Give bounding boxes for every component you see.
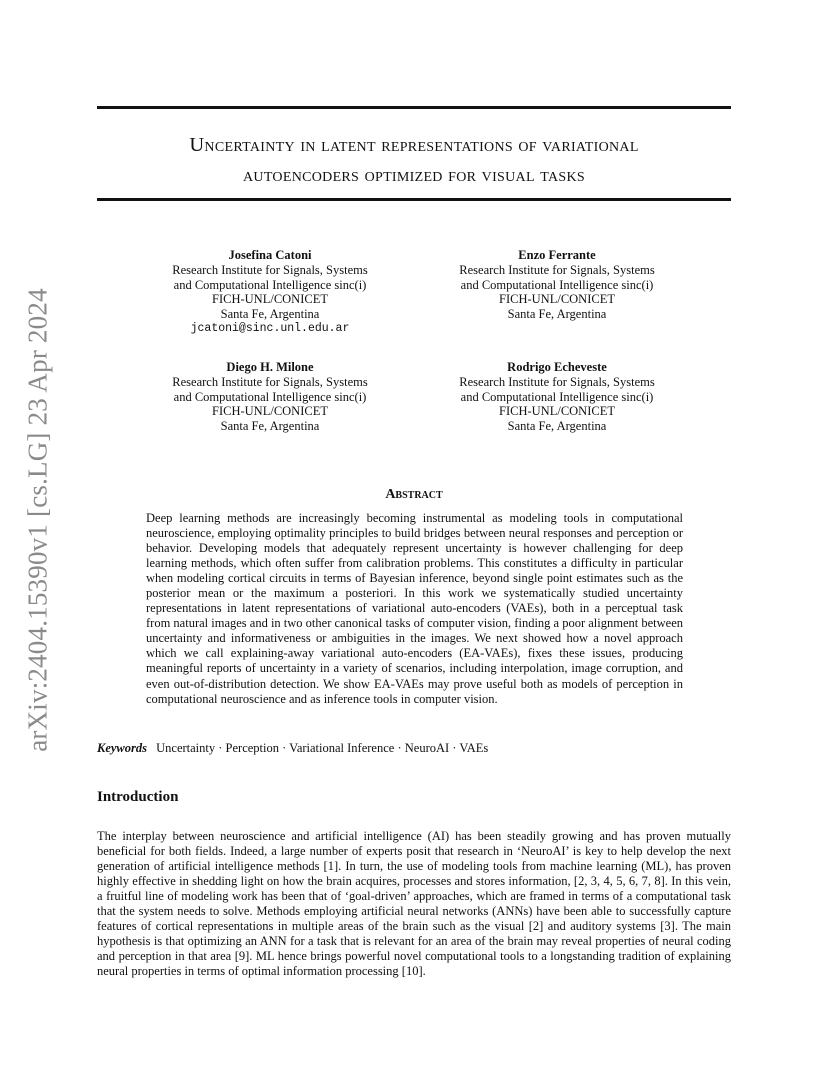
- author-affiliation-line: Santa Fe, Argentina: [220, 419, 320, 434]
- author-name: Diego H. Milone: [226, 360, 314, 374]
- author-affiliation-line: FICH-UNL/CONICET: [212, 292, 328, 307]
- author-affiliation-line: Research Institute for Signals, Systems: [459, 374, 655, 389]
- introduction-paragraph: The interplay between neuroscience and artificial intelligence (AI) has been steadily growing and has proven mutually beneficial for both fields. Indeed, a large number of experts posit that research in ‘NeuroAI’ is key to help develop the next generation of artificial intelligence methods [1]. In turn, the use of modeling tools from machine learning (ML), has proven highly effective in shedding light on how the brain acquires, processes and stores information, [2, 3, 4, 5, 6, 7, 8]. In this vein, a fruitful line of modeling work has been that of ‘goal-driven’ approaches, which are framed in terms of a computational task that the system needs to solve. Methods employing artificial neural networks (ANNs) have been able to successfully capture features of cortical representations in multiple areas of the brain such as the visual [2] and auditory systems [3]. The main hypothesis is that optimizing an ANN for a task that is relevant for an area of the brain may reveal properties of neural coding and perception in that area [9]. ML hence brings powerful novel computational tools to a longstanding tradition of explaining neural properties in terms of optimal information processing [10].: [97, 829, 731, 979]
- author-affiliation-line: Santa Fe, Argentina: [507, 307, 607, 322]
- author-affiliation-line: and Computational Intelligence sinc(i): [460, 277, 654, 292]
- keywords-list: Uncertainty · Perception · Variational Inference · NeuroAI · VAEs: [156, 741, 489, 755]
- title-line-1: Uncertainty in latent representations of variational: [189, 134, 639, 156]
- author-block-4: [427, 360, 687, 434]
- author-affiliation-line: FICH-UNL/CONICET: [499, 404, 615, 419]
- title-rule-top: [97, 106, 731, 109]
- author-block-2: [427, 248, 687, 322]
- abstract-heading: Abstract: [385, 487, 443, 502]
- author-affiliation-line: and Computational Intelligence sinc(i): [460, 389, 654, 404]
- author-email[interactable]: jcatoni@sinc.unl.edu.ar: [190, 321, 350, 335]
- author-affiliation-line: FICH-UNL/CONICET: [499, 292, 615, 307]
- author-affiliation-line: Santa Fe, Argentina: [507, 419, 607, 434]
- author-name: Rodrigo Echeveste: [507, 360, 607, 374]
- author-block-3: [140, 360, 400, 434]
- keywords-label: Keywords: [97, 741, 147, 755]
- title-line-2: autoencoders optimized for visual tasks: [243, 164, 585, 186]
- arxiv-side-stamp: arXiv:2404.15390v1 [cs.LG] 23 Apr 2024: [22, 288, 53, 752]
- author-affiliation-line: Santa Fe, Argentina: [220, 307, 320, 322]
- author-affiliation-line: FICH-UNL/CONICET: [212, 404, 328, 419]
- section-heading-introduction: Introduction: [97, 789, 179, 805]
- author-affiliation-line: Research Institute for Signals, Systems: [172, 374, 368, 389]
- title-rule-bottom: [97, 198, 731, 201]
- author-affiliation-line: Research Institute for Signals, Systems: [172, 262, 368, 277]
- author-block-1: [140, 248, 400, 337]
- author-affiliation-line: and Computational Intelligence sinc(i): [173, 389, 367, 404]
- keywords: [97, 741, 731, 756]
- author-affiliation-line: Research Institute for Signals, Systems: [459, 262, 655, 277]
- abstract-text: Deep learning methods are increasingly becoming instrumental as modeling tools in computational neuroscience, employing optimality principles to build bridges between neural responses and perception or behavior. Developing models that adequately represent uncertainty is however challenging for deep learning methods, which often suffer from calibration problems. This constitutes a difficulty in particular when modeling cortical circuits in terms of Bayesian inference, beyond single point estimates such as the posterior mean or the maximum a posteriori. In this work we systematically studied uncertainty representations in latent representations of variational auto-encoders (VAEs), both in a perceptual task from natural images and in two other canonical tasks of computer vision, finding a poor alignment between uncertainty and informativeness or ambiguities in the images. We next showed how a novel approach which we call explaining-away variational auto-encoders (EA-VAEs), fixes these issues, producing meaningful reports of uncertainty in a variety of scenarios, including interpolation, image corruption, and even out-of-distribution detection. We show EA-VAEs may prove useful both as models of perception in computational neuroscience and as inference tools in computer vision.: [146, 511, 684, 706]
- author-name: Enzo Ferrante: [518, 248, 596, 262]
- author-affiliation-line: and Computational Intelligence sinc(i): [173, 277, 367, 292]
- author-name: Josefina Catoni: [228, 248, 312, 262]
- paper-title: [97, 130, 731, 190]
